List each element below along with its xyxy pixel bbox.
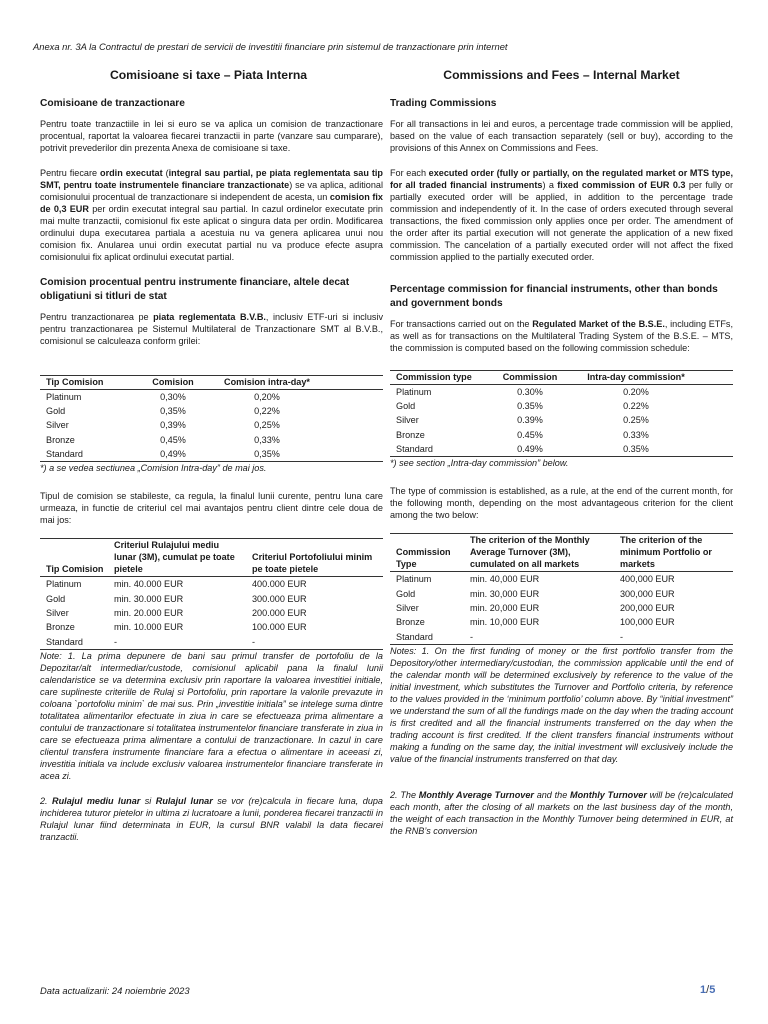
cell: - bbox=[620, 631, 624, 642]
cell: 0.35% bbox=[623, 444, 649, 455]
paragraph-percentage-commission: Pentru toate tranzactiile in lei si euro se va aplica un comision de tranzactionare procentual, raportat la valoarea fiecarei tranzactii in parte (vanzare sau cumparare), potrivit prevederilor din prezenta Anexa de comisioane si taxe. bbox=[40, 119, 383, 154]
table-row bbox=[390, 442, 733, 457]
bold-text: piata reglementata B.V.B. bbox=[153, 311, 266, 322]
commission-grid-table bbox=[390, 370, 733, 457]
cell: 0,20% bbox=[254, 391, 280, 402]
cell: Gold bbox=[46, 406, 66, 417]
table-row bbox=[40, 620, 383, 634]
cell: 200.000 EUR bbox=[252, 607, 307, 618]
cell: 0,49% bbox=[160, 449, 186, 460]
col-header: Commission bbox=[502, 371, 558, 382]
cell: 400,000 EUR bbox=[620, 574, 675, 585]
heading-percentage-commission: Comision procentual pentru instrumente financiare, altele decat obligatiuni si titluri de stat bbox=[40, 277, 350, 302]
cell: Silver bbox=[46, 607, 69, 618]
cell: Standard bbox=[46, 636, 83, 647]
text: ) se va aplica, aditional comisionului procentual de tranzactionare si independent de acesta, un bbox=[40, 180, 383, 203]
bold-text: Rulajul mediu lunar bbox=[52, 795, 141, 806]
cell: min. 10.000 EUR bbox=[114, 622, 184, 633]
note-monthly-turnover bbox=[40, 795, 383, 843]
col-header: Commission Type bbox=[396, 547, 451, 570]
cell: 0.25% bbox=[623, 415, 649, 426]
table-header-row bbox=[40, 539, 383, 577]
document-header: Anexa nr. 3A la Contractul de prestari de servicii de investitii financiare prin sistemul de tranzactionare prin internet bbox=[33, 41, 508, 52]
paragraph-commission-type: The type of commission is established, as a rule, at the end of the current month, for the following month, depending on the most advantageous criterion for the client among the two below: bbox=[390, 486, 733, 521]
table-row bbox=[40, 592, 383, 606]
col-header: The criterion of the minimum Portfolio or markets bbox=[620, 535, 712, 570]
cell bbox=[326, 433, 383, 447]
cell: Bronze bbox=[396, 429, 425, 440]
cell: 0,30% bbox=[160, 391, 186, 402]
heading-trading-commissions: Trading Commissions bbox=[390, 98, 497, 110]
cell: 100,000 EUR bbox=[620, 617, 675, 628]
section-title: Commissions and Fees – Internal Market bbox=[443, 68, 680, 82]
cell: 200,000 EUR bbox=[620, 602, 675, 613]
text: per fully or partially executed order will be applied, in addition to the percentage trade commission and independently of it. In the case of orders executed through several transactions, the fixed commission only applies once per order. The amendment of the order after its partial execution will not generate the application of a new fixed commission. The cancelation of a partially executed order will not affect the fixed commission applied to the partially executed order. bbox=[390, 180, 733, 263]
cell bbox=[704, 399, 733, 413]
col-header: The criterion of the Monthly Average Turnover (3M), cumulated on all markets bbox=[470, 535, 590, 570]
criteria-table bbox=[40, 538, 383, 649]
col-header: Comision bbox=[152, 376, 194, 387]
text: , including ETFs, as well as for transactions on the Multilateral Trading System of the B.S.E. – MTS, the commission is computed based on the following commission schedule: bbox=[390, 318, 733, 353]
text: Pentru tranzactionarea pe bbox=[40, 311, 154, 322]
cell: Platinum bbox=[396, 386, 432, 397]
text: 2. bbox=[40, 795, 53, 806]
cell: min. 30.000 EUR bbox=[114, 593, 184, 604]
bold-text: executed order (fully or partially, on the regulated market or MTS type, for all traded financial instruments bbox=[390, 168, 733, 191]
cell: 0,33% bbox=[254, 434, 280, 445]
cell: 400.000 EUR bbox=[252, 579, 307, 590]
table-row bbox=[390, 399, 733, 413]
cell: min. 20,000 EUR bbox=[470, 602, 540, 613]
bold-text: comision fix de 0,3 EUR bbox=[40, 192, 383, 215]
table-row bbox=[40, 404, 383, 418]
cell: - bbox=[114, 636, 118, 647]
table-row bbox=[40, 577, 383, 592]
col-header: Tip Comision bbox=[46, 376, 104, 387]
bold-text: integral sau partial, pe piata reglementata sau tip SMT, pentru toate instrumentele financiare tranzactionate bbox=[40, 168, 383, 191]
cell: Standard bbox=[396, 444, 433, 455]
col-header: Criteriul Rulajului mediu lunar (3M), cumulat pe toate pietele bbox=[114, 540, 235, 575]
page-total: 5 bbox=[709, 984, 716, 996]
column-romanian bbox=[40, 67, 383, 853]
table-footnote: *) see section „Intra-day commission” below. bbox=[390, 458, 569, 469]
cell: Gold bbox=[396, 588, 416, 599]
cell: Standard bbox=[46, 449, 83, 460]
col-header: Criteriul Portofoliului minim pe toate pietele bbox=[252, 552, 373, 575]
text: per ordin executat integral sau partial. In cazul ordinelor executate prin mai multe tranzactii, comisionul fix este aplicat o singura data per ordin. Modificarea ordinului dupa executarea partiala a acestuia nu va genera aplicarea unui nou comision fix. Anularea unui ordin executat partial nu va produce efecte asupra comisionului fix aplicat ordinului executat partial. bbox=[40, 204, 383, 263]
cell bbox=[704, 413, 733, 427]
table-header-row bbox=[390, 370, 733, 384]
bold-text: ordin executat bbox=[100, 168, 163, 179]
text: se vor (re)calcula in fiecare luna, dupa inchiderea tuturor pietelor in ultima zi lucratoare a lunii, ponderea fiecarei tranzactii in Rulajul lunar fiind determinata in EUR, la cursul BNR valabil la data fiecarei tranzactii. bbox=[40, 795, 383, 842]
cell bbox=[326, 389, 383, 404]
commission-grid-table bbox=[40, 375, 383, 462]
page-separator: / bbox=[706, 984, 710, 996]
cell: Platinum bbox=[46, 391, 82, 402]
text: Pentru fiecare bbox=[40, 168, 101, 179]
criteria-table bbox=[390, 533, 733, 644]
cell: 0.33% bbox=[623, 429, 649, 440]
table-header-row bbox=[390, 534, 733, 572]
col-header: Commission type bbox=[396, 371, 472, 382]
cell: 300.000 EUR bbox=[252, 593, 307, 604]
cell: 0.39% bbox=[517, 415, 543, 426]
text: For transactions carried out on the bbox=[390, 318, 533, 329]
cell: 0.35% bbox=[517, 401, 543, 412]
cell: 0,39% bbox=[160, 420, 186, 431]
cell: 0.20% bbox=[623, 386, 649, 397]
cell bbox=[704, 442, 733, 457]
heading-percentage-commission: Percentage commission for financial instruments, other than bonds and government bonds bbox=[390, 284, 718, 309]
cell: Silver bbox=[396, 602, 419, 613]
cell: Bronze bbox=[46, 434, 75, 445]
table-row bbox=[390, 384, 733, 399]
cell: 0,22% bbox=[254, 406, 280, 417]
cell: min. 20.000 EUR bbox=[114, 607, 184, 618]
cell: Platinum bbox=[396, 574, 432, 585]
text: ) a bbox=[542, 180, 558, 191]
cell: Silver bbox=[396, 415, 419, 426]
text: 2. The bbox=[390, 789, 419, 800]
cell: 0,25% bbox=[254, 420, 280, 431]
cell: 300,000 EUR bbox=[620, 588, 675, 599]
page-number bbox=[700, 983, 715, 998]
table-row bbox=[40, 635, 383, 650]
text: will be (re)calculated each month, after the closing of all markets on the last business day of the month, the weight of each transaction in the Monthly Turnover being determined in EUR, at the RNB’s conversion bbox=[390, 789, 733, 836]
cell: Bronze bbox=[396, 617, 425, 628]
text: ( bbox=[162, 168, 169, 179]
table-row bbox=[390, 615, 733, 629]
bold-text: Rulajul lunar bbox=[155, 795, 213, 806]
table-row bbox=[390, 601, 733, 615]
paragraph-percentage-commission: For all transactions in lei and euros, a percentage trade commission will be applied, based on the value of each transaction separately (sell or buy), according to the provisions of this Annex on Commissions and Fees. bbox=[390, 119, 733, 154]
note-monthly-turnover bbox=[390, 789, 733, 837]
table-row bbox=[40, 606, 383, 620]
paragraph-regulated-market bbox=[40, 311, 383, 347]
cell: 0,35% bbox=[160, 406, 186, 417]
paragraph-fixed-commission bbox=[40, 167, 383, 263]
cell: 0.45% bbox=[517, 429, 543, 440]
paragraph-fixed-commission bbox=[390, 167, 733, 263]
bold-text: Monthly Average Turnover bbox=[418, 789, 534, 800]
heading-trading-commissions: Comisioane de tranzactionare bbox=[40, 98, 185, 110]
cell: 0.49% bbox=[517, 444, 543, 455]
section-title: Comisioane si taxe – Piata Interna bbox=[109, 68, 308, 82]
col-header: Comision intra-day* bbox=[224, 376, 310, 387]
spacer bbox=[326, 375, 383, 389]
cell: 100.000 EUR bbox=[252, 622, 307, 633]
cell: Standard bbox=[396, 631, 433, 642]
note-initial-investment: Notes: 1. On the first funding of money or the first portfolio transfer from the Depository/other intermediary/custodian, the commission applicable until the end of the calendar month will be determined exclusively by reference to the value of the initial investment, which substitutes the Turnover and Portfolio criteria, by reference to the values provided in the ‘minimum portfolio’ column above. By “initial investment” we understand the sum of all the fundings made on the day when the trading account is first credited and all the financial instruments transferred on the day when the trading account is first credited. If the client transfers financial instruments without making a funding on the same day, the initial investment will exclusively include the value of the financial instruments transferred on that day. bbox=[390, 645, 733, 764]
cell: 0.30% bbox=[517, 386, 543, 397]
cell bbox=[326, 447, 383, 462]
note-initial-investment: Note: 1. La prima depunere de bani sau primul transfer de portofoliu de la Depozitar/alt intermediar/custode, comisionul aplicabil pana la finalul lunii calendaristice se va determina exclusiv prin raportare la valoarea investitiei initiale, care suplineste criteriile de Rulaj si Portofoliu, prin raportare la valorile prevazute in coloana `portofoliu minim` de mai sus. Prin „investitie initiala” se intelege suma dintre totalitatea alimentarilor efectuate in ziua in care se efectueaza prima alimentare a contului de tranzactionare si totalitatea instrumentelor financiare transferate in ziua in care se efectueaza prima alimentare a contului de tranzactionare. In cazul in care clientul transfera instrumente financiare fara a efectua o alimentare in aceeasi zi, investitia initiala va include exclusiv valoarea instrumentelor financiare transferate in acea zi. bbox=[40, 650, 383, 781]
cell bbox=[326, 404, 383, 418]
bold-text: fixed commission of EUR 0.3 bbox=[557, 180, 686, 191]
cell: Silver bbox=[46, 420, 69, 431]
col-header: Intra-day commission* bbox=[587, 371, 685, 382]
table-row bbox=[390, 572, 733, 587]
text: , inclusiv ETF-uri si inclusiv pentru tranzactionarea pe Sistemul Multilateral de Tranzactionare SMT al B.V.B., comisionul se calculeaza conform grilei: bbox=[40, 311, 383, 346]
cell: min. 40.000 EUR bbox=[114, 579, 184, 590]
cell: 0.22% bbox=[623, 401, 649, 412]
cell: - bbox=[252, 636, 256, 647]
table-row bbox=[390, 428, 733, 442]
table-row bbox=[40, 418, 383, 432]
bold-text: Monthly Turnover bbox=[570, 789, 647, 800]
paragraph-regulated-market bbox=[390, 318, 733, 354]
table-row bbox=[40, 389, 383, 404]
table-row bbox=[390, 630, 733, 645]
page-current: 1 bbox=[700, 984, 707, 996]
cell: Gold bbox=[46, 593, 66, 604]
update-date: Data actualizarii: 24 noiembrie 2023 bbox=[40, 985, 190, 996]
paragraph-commission-type: Tipul de comision se stabileste, ca regula, la finalul lunii curente, pentru luna care urmeaza, in functie de criteriul cel mai avantajos pentru client dintre cele doua de mai jos: bbox=[40, 491, 383, 526]
col-header: Tip Comision bbox=[46, 564, 104, 575]
cell bbox=[704, 384, 733, 399]
table-header-row bbox=[40, 375, 383, 389]
text: For each bbox=[390, 168, 429, 179]
cell: Platinum bbox=[46, 579, 82, 590]
column-english bbox=[390, 67, 733, 847]
cell: - bbox=[470, 631, 474, 642]
cell: 0,35% bbox=[254, 449, 280, 460]
cell: min. 40,000 EUR bbox=[470, 574, 540, 585]
table-footnote: *) a se vedea sectiunea „Comision Intra-day” de mai jos. bbox=[40, 463, 267, 474]
cell: Gold bbox=[396, 401, 416, 412]
cell: min. 30,000 EUR bbox=[470, 588, 540, 599]
bold-text: Regulated Market of the B.S.E. bbox=[532, 318, 665, 329]
cell bbox=[704, 428, 733, 442]
cell: 0,45% bbox=[160, 434, 186, 445]
table-row bbox=[40, 433, 383, 447]
cell: Bronze bbox=[46, 622, 75, 633]
cell bbox=[326, 418, 383, 432]
table-row bbox=[390, 587, 733, 601]
table-row bbox=[390, 413, 733, 427]
cell: min. 10,000 EUR bbox=[470, 617, 540, 628]
text: si bbox=[140, 795, 156, 806]
text: and the bbox=[533, 789, 571, 800]
table-row bbox=[40, 447, 383, 462]
spacer bbox=[704, 370, 733, 384]
